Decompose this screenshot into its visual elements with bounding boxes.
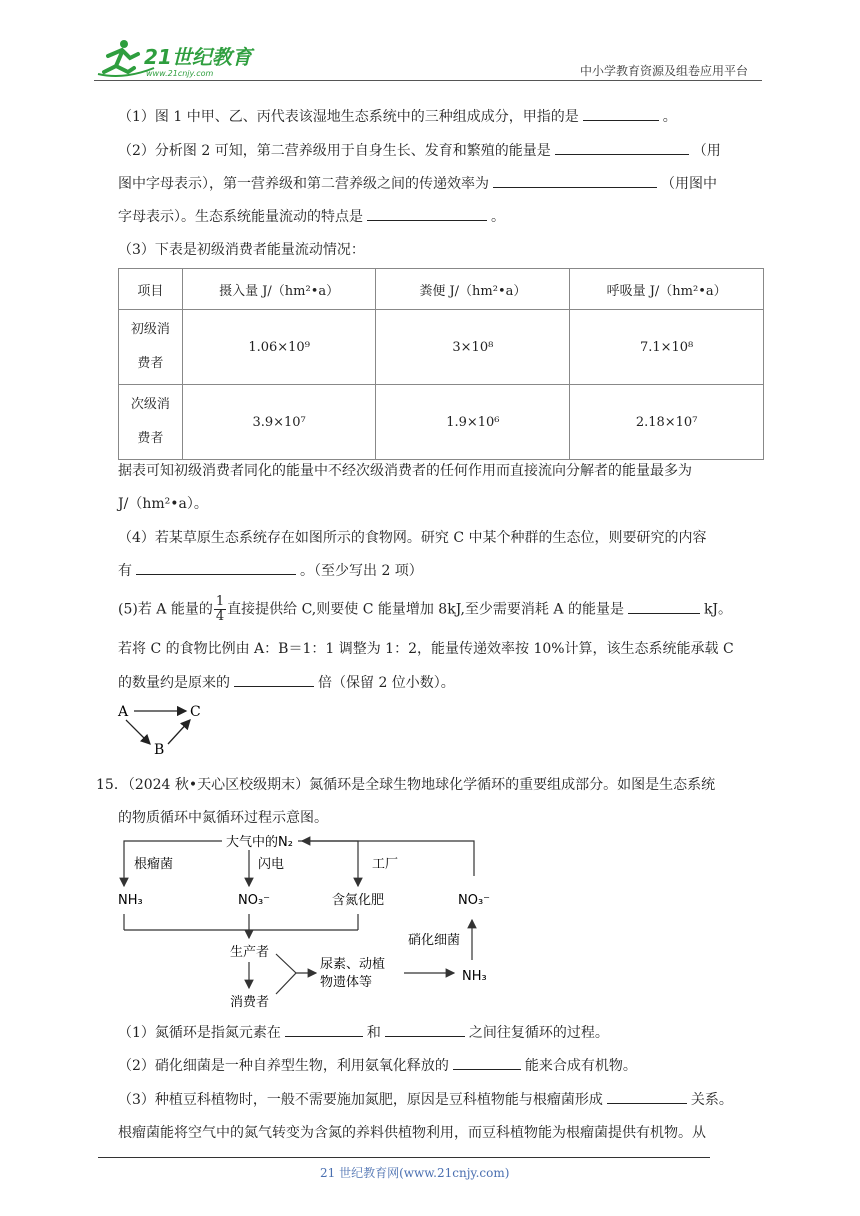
arrow-a-to-b: [126, 720, 150, 744]
answer-blank[interactable]: [136, 560, 296, 575]
q14-part3-intro: （3）下表是初级消费者能量流动情况：: [118, 242, 365, 258]
q14-part3-unit: J/（hm²•a）。: [118, 496, 208, 512]
table-cell: 1.9×10⁶: [376, 385, 570, 460]
answer-blank[interactable]: [385, 1022, 465, 1037]
node-b: B: [154, 742, 165, 758]
no3-mid-label: NO₃⁻: [238, 893, 271, 908]
table-cell: 7.1×10⁸: [570, 310, 764, 385]
node-a: A: [118, 704, 129, 720]
table-cell: 1.06×10⁹: [182, 310, 376, 385]
q14-part5-line1: (5)若 A 能量的 $\frac{1}{4}$ 直接提供给 C,则要使 C 能量增加 8kJ,至少需要消耗 A 的能量是 kJ。: [118, 594, 733, 624]
answer-blank[interactable]: [367, 206, 487, 221]
q14-part4-line1: （4）若某草原生态系统存在如图所示的食物网。研究 C 中某个种群的生态位，则要研究的内容: [118, 530, 707, 546]
answer-blank[interactable]: [555, 140, 689, 155]
energy-flow-table: [118, 268, 764, 460]
q14-part5-line2: 若将 C 的食物比例由 A：B＝1：1 调整为 1：2，能量传递效率按 10%计算，该生态系统能承载 C: [118, 641, 734, 657]
table-cell: 3×10⁸: [376, 310, 570, 385]
answer-blank[interactable]: [234, 672, 314, 687]
nitrifying-bacteria-label: 硝化细菌: [408, 933, 461, 948]
answer-blank[interactable]: [493, 173, 657, 188]
footer-text[interactable]: 21 世纪教育网(www.21cnjy.com): [320, 1166, 510, 1180]
table-header-row: [119, 269, 764, 310]
site-logo: [94, 38, 264, 80]
arrow-b-to-c: [168, 720, 190, 744]
table-cell: 3.9×10⁷: [182, 385, 376, 460]
q14-part2-line2: 图中字母表示），第一营养级和第二营养级之间的传递效率为 （用图中: [118, 173, 717, 195]
q14-part4-line2: 有 。（至少写出 2 项）: [118, 560, 423, 582]
arrow-factory: [298, 841, 358, 886]
remains-label-line1: 尿素、动植: [320, 957, 386, 972]
root-bacteria-label: 根瘤菌: [134, 857, 174, 872]
q15-stem-line2: 的物质循环中氮循环过程示意图。: [118, 810, 328, 826]
node-c: C: [190, 704, 201, 720]
food-web-diagram: [114, 700, 214, 760]
q14-part2-line3: 字母表示）。生态系统能量流动的特点是 。: [118, 206, 505, 228]
q15-stem-line1: 15．（2024 秋•天心区校级期末）氮循环是全球生物地球化学循环的重要组成部分。如图是生态系统: [96, 777, 716, 793]
remains-label-line2: 物遗体等: [320, 975, 373, 990]
table-header-cell: 呼吸量 J/（hm²•a）: [570, 269, 764, 310]
nitrogen-cycle-diagram: [118, 830, 498, 1016]
fertilizer-label: 含氮化肥: [332, 893, 385, 908]
table-cell: 2.18×10⁷: [570, 385, 764, 460]
consumer-label: 消费者: [230, 995, 270, 1010]
no3-right-label: NO₃⁻: [458, 893, 491, 908]
lightning-label: 闪电: [258, 857, 285, 872]
producer-label: 生产者: [230, 945, 270, 960]
answer-blank[interactable]: [453, 1055, 521, 1070]
answer-blank[interactable]: [607, 1089, 687, 1104]
answer-blank[interactable]: [583, 106, 659, 121]
q14-part5-line3: 的数量约是原来的 倍（保留 2 位小数）。: [118, 672, 455, 694]
table-cell-name: 初级消 费者: [119, 310, 183, 385]
nh3-right-label: NH₃: [462, 969, 487, 984]
q15-part3-line1: （3）种植豆科植物时，一般不需要施加氮肥，原因是豆科植物能与根瘤菌形成 关系。: [118, 1089, 733, 1111]
answer-blank[interactable]: [285, 1022, 363, 1037]
svg-text:21世纪教育: 21世纪教育: [144, 45, 252, 69]
platform-name: 中小学教育资源及组卷应用平台: [580, 64, 749, 78]
header-divider: [94, 80, 762, 81]
svg-text:www.21cnjy.com: www.21cnjy.com: [146, 69, 214, 78]
answer-blank[interactable]: [628, 599, 700, 614]
footer-divider: [98, 1157, 710, 1158]
table-header-cell: 摄入量 J/（hm²•a）: [182, 269, 376, 310]
nh3-left-label: NH₃: [118, 893, 143, 908]
q15-part3-line2: 根瘤菌能将空气中的氮气转变为含氮的养料供植物利用，而豆科植物能为根瘤菌提供有机物。从: [118, 1125, 706, 1141]
table-cell-name: 次级消 费者: [119, 385, 183, 460]
table-header-cell: 项目: [119, 269, 183, 310]
q14-part1: （1）图 1 中甲、乙、丙代表该湿地生态系统中的三种组成成分，甲指的是 。: [118, 106, 677, 128]
q14-part2-line1: （2）分析图 2 可知，第二营养级用于自身生长、发育和繁殖的能量是 （用: [118, 140, 721, 162]
q15-part1: （1）氮循环是指氮元素在 和 之间往复循环的过程。: [118, 1022, 609, 1044]
table-header-cell: 粪便 J/（hm²•a）: [376, 269, 570, 310]
factory-label: 工厂: [372, 857, 399, 872]
table-row: [119, 385, 764, 460]
q15-part2: （2）硝化细菌是一种自养型生物，利用氨氧化释放的 能来合成有机物。: [118, 1055, 637, 1077]
table-row: [119, 310, 764, 385]
q14-part3-question: 据表可知初级消费者同化的能量中不经次级消费者的任何作用而直接流向分解者的能量最多为: [118, 463, 692, 479]
fraction-one-quarter: $\frac{1}{4}$: [215, 594, 225, 624]
atmospheric-n2-label: 大气中的N₂: [226, 835, 293, 850]
